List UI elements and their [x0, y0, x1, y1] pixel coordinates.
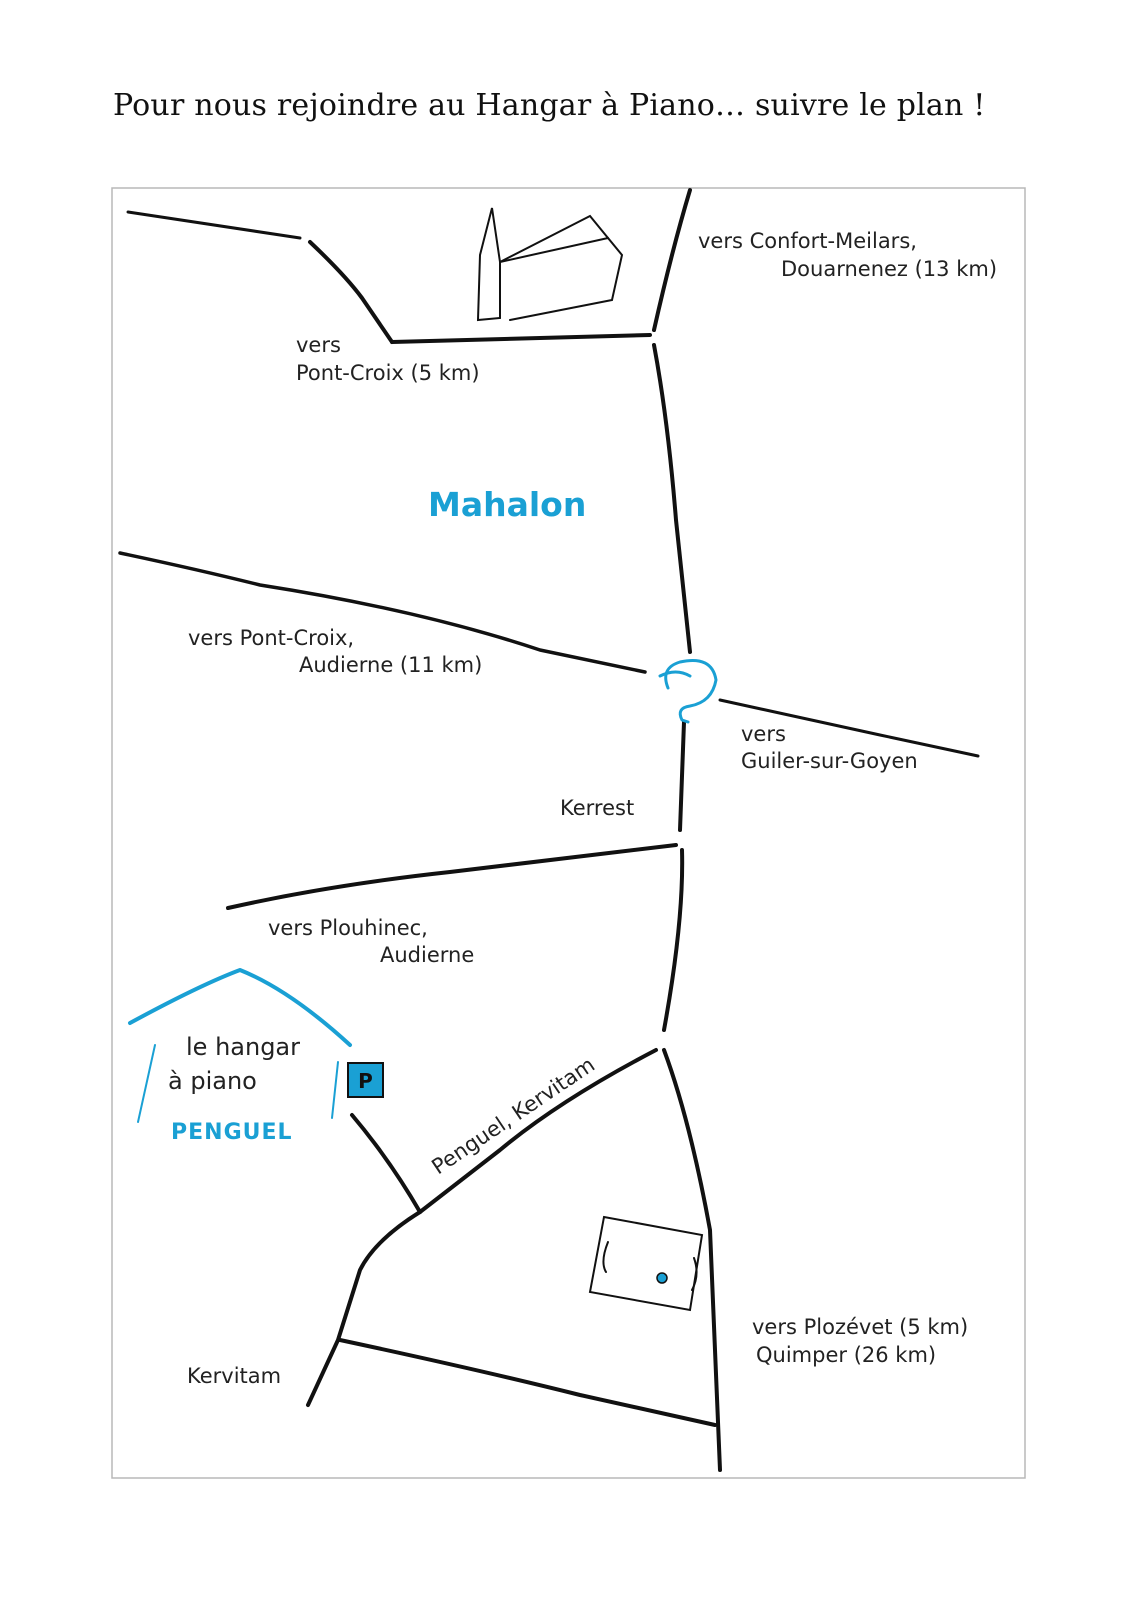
label-pontcroix11-2: Audierne (11 km): [299, 653, 483, 677]
church-icon: [478, 208, 622, 320]
map-frame: [112, 188, 1025, 1478]
label-guiler-1: vers: [741, 722, 786, 746]
road-penguel: [420, 1050, 656, 1212]
label-plozevet-2: Quimper (26 km): [756, 1343, 937, 1367]
label-confort-2: Douarnenez (13 km): [781, 257, 998, 281]
hangar-place: Penguel: [171, 1120, 293, 1145]
label-plozevet-1: vers Plozévet (5 km): [752, 1315, 969, 1339]
hangar-line-1: le hangar: [186, 1033, 300, 1061]
label-pontcroix5-1: vers: [296, 333, 341, 357]
road-pont-croix-north: [128, 212, 300, 238]
label-kervitam: Kervitam: [187, 1364, 282, 1388]
town-name: Mahalon: [428, 485, 587, 524]
hangar-line-2: à piano: [168, 1067, 257, 1095]
label-kerrest: Kerrest: [560, 796, 635, 820]
label-plouhinec-2: Audierne: [380, 943, 475, 967]
road-north-south: [654, 190, 690, 330]
label-penguel-road: Penguel, Kervitam: [427, 1052, 600, 1180]
label-guiler-2: Guiler-sur-Goyen: [741, 749, 918, 773]
road-plouhinec: [228, 845, 676, 908]
road-kervitam: [308, 1212, 420, 1405]
sports-field-icon: [590, 1217, 702, 1310]
parking-label: P: [358, 1069, 373, 1093]
roundabout-icon: [660, 660, 716, 722]
parking-icon: [348, 1063, 383, 1097]
label-plouhinec-1: vers Plouhinec,: [268, 916, 428, 940]
label-pontcroix11-1: vers Pont-Croix,: [188, 626, 355, 650]
page-heading: Pour nous rejoindre au Hangar à Piano… suivre le plan !: [113, 88, 986, 123]
label-pontcroix5-2: Pont-Croix (5 km): [296, 361, 480, 385]
label-confort-1: vers Confort-Meilars,: [698, 229, 917, 253]
roads: [120, 190, 978, 1470]
